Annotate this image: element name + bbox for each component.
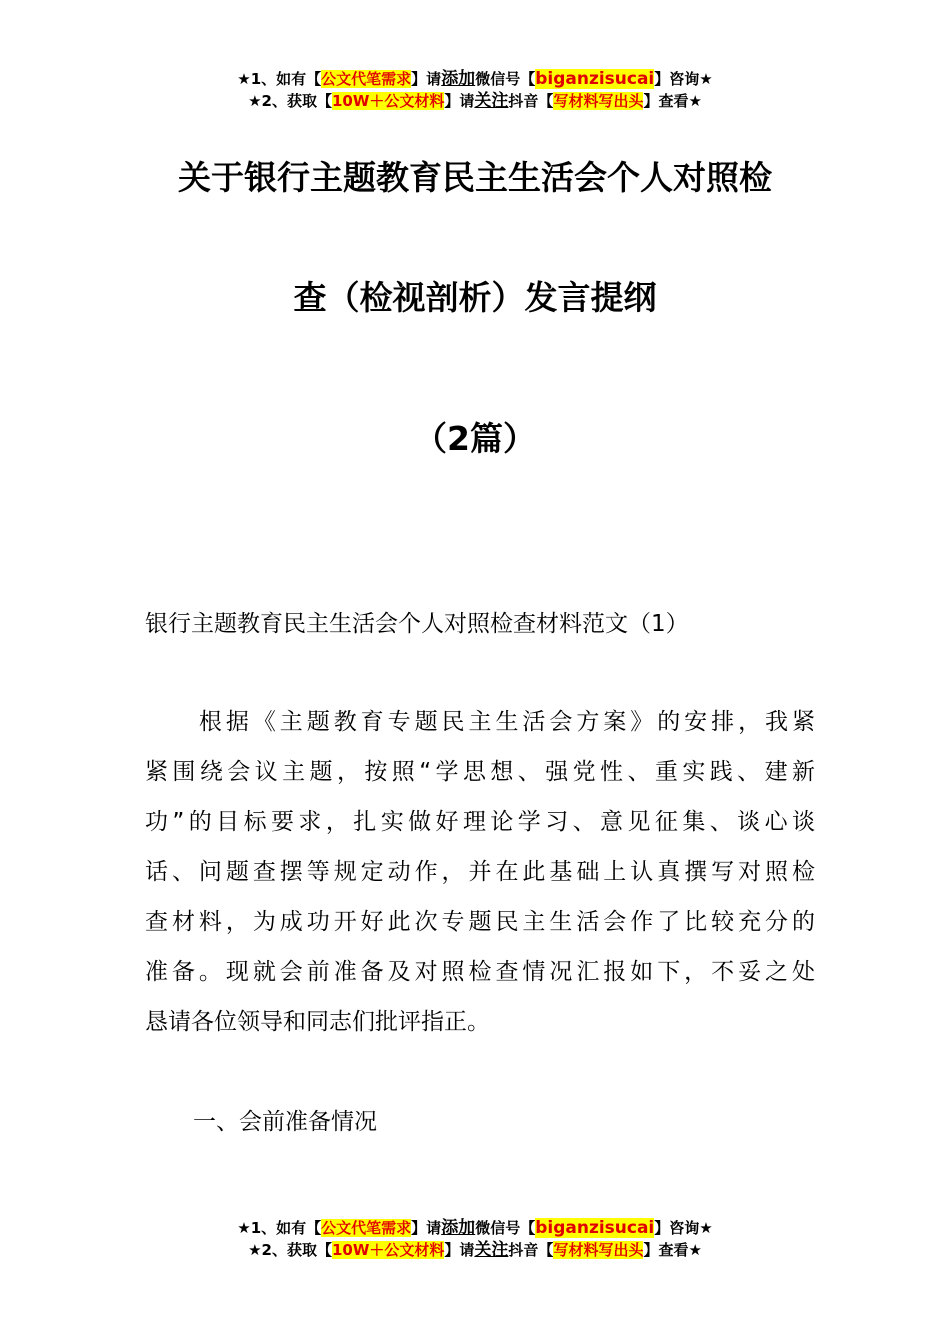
banner-line-2 <box>0 90 950 112</box>
paragraph-line: 恳请各位领导和同志们批评指正。 <box>145 1009 490 1035</box>
banner-line-1 <box>0 1217 950 1239</box>
bottom-banner <box>0 1217 950 1261</box>
banner-highlight-wechat-id: biganzisucai <box>535 69 655 89</box>
document-title-line-3: （2篇） <box>414 419 536 458</box>
document-title-line-2: 查（检视剖析）发言提纲 <box>293 278 657 317</box>
document-title-line-1: 关于银行主题教育民主生活会个人对照检 <box>178 158 772 197</box>
banner-text: 】请 <box>411 1219 442 1237</box>
paragraph-line: 根据《主题教育专题民主生活会方案》的安排，我紧 <box>145 709 815 735</box>
banner-text: 】查看★ <box>643 92 702 110</box>
banner-highlight-ghostwriting: 公文代笔需求 <box>321 1219 412 1237</box>
banner-underlined-follow: 关注 <box>474 91 509 111</box>
top-banner <box>0 68 950 112</box>
paragraph-line: 查材料，为成功开好此次专题民主生活会作了比较充分的 <box>145 909 815 935</box>
banner-highlight-ghostwriting: 公文代笔需求 <box>321 70 412 88</box>
banner-line-2 <box>0 1239 950 1261</box>
banner-text: 】请 <box>444 92 475 110</box>
sub-document-heading: 银行主题教育民主生活会个人对照检查材料范文（1） <box>145 611 689 637</box>
banner-highlight-wechat-id: biganzisucai <box>535 1218 655 1238</box>
banner-underlined-follow: 关注 <box>474 1240 509 1260</box>
banner-text: 抖音【 <box>508 1241 554 1259</box>
banner-highlight-materials: 10W＋公文材料 <box>331 1241 445 1259</box>
banner-text: 微信号【 <box>475 1219 536 1237</box>
paragraph-line: 准备。现就会前准备及对照检查情况汇报如下，不妥之处 <box>145 959 815 985</box>
paragraph-line: 紧围绕会议主题，按照“学思想、强党性、重实践、建新 <box>145 759 815 785</box>
section-heading: 一、会前准备情况 <box>193 1109 377 1135</box>
banner-text: ★1、如有【 <box>237 70 322 88</box>
banner-text: ★2、获取【 <box>248 92 332 110</box>
banner-text: 】咨询★ <box>654 70 713 88</box>
banner-underlined-add: 添加 <box>441 1218 476 1238</box>
banner-text: 】查看★ <box>643 1241 702 1259</box>
paragraph-line: 功”的目标要求，扎实做好理论学习、意见征集、谈心谈 <box>145 809 815 835</box>
banner-text: 抖音【 <box>508 92 554 110</box>
banner-highlight-materials: 10W＋公文材料 <box>331 92 445 110</box>
banner-text: 】请 <box>444 1241 475 1259</box>
banner-text: 微信号【 <box>475 70 536 88</box>
paragraph-line: 话、问题查摆等规定动作，并在此基础上认真撰写对照检 <box>145 859 815 885</box>
banner-highlight-douyin: 写材料写出头 <box>553 1241 644 1259</box>
banner-underlined-add: 添加 <box>441 69 476 89</box>
banner-text: ★1、如有【 <box>237 1219 322 1237</box>
banner-line-1 <box>0 68 950 90</box>
banner-text: 】请 <box>411 70 442 88</box>
banner-text: 】咨询★ <box>654 1219 713 1237</box>
banner-text: ★2、获取【 <box>248 1241 332 1259</box>
banner-highlight-douyin: 写材料写出头 <box>553 92 644 110</box>
body-paragraph <box>145 697 815 1047</box>
